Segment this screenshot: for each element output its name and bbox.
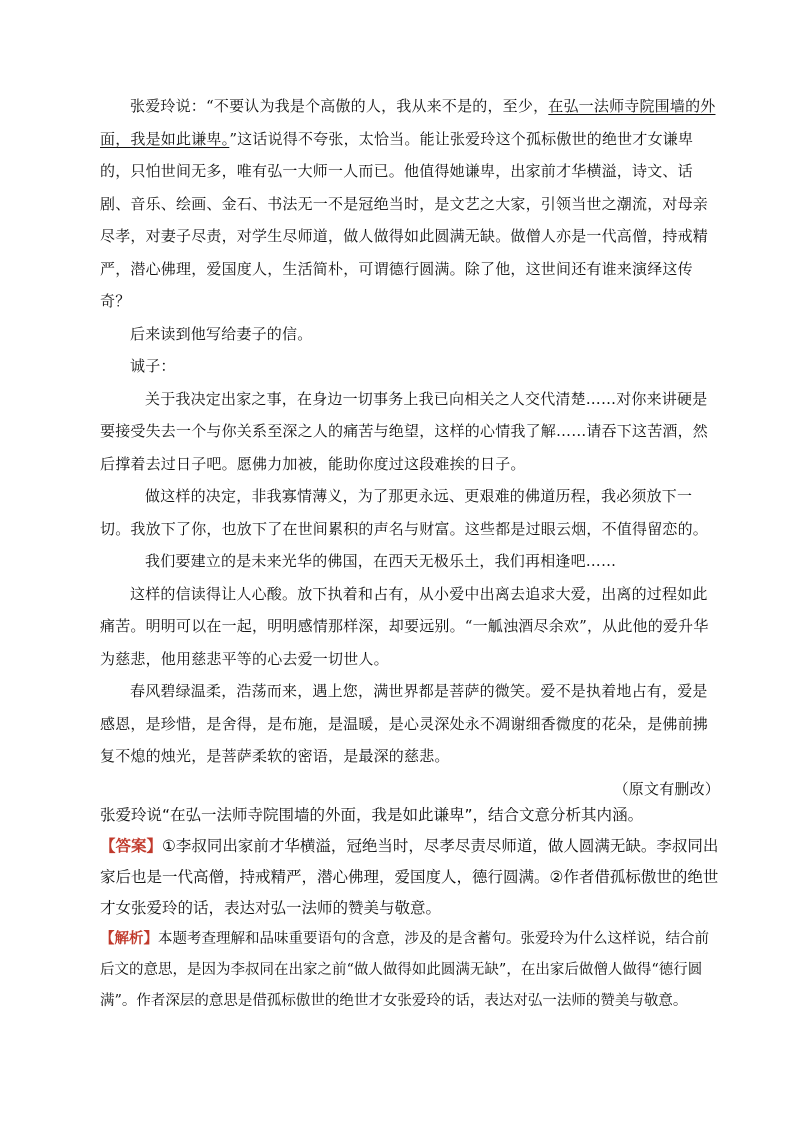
reading-passage <box>100 90 720 805</box>
question-text: 张爱玲说“在弘一法师寺院围墙的外面，我是如此谦卑”，结合文意分析其内涵。 <box>100 806 644 824</box>
passage-paragraph-5: 春风碧绿温柔，浩荡而来，遇上您，满世界都是菩萨的微笑。爱不是执着地占有，爱是感恩，是珍惜，是舍得，是布施，是温暖，是心灵深处永不凋谢细香微度的花朵，是佛前拂复不熄的烛光，是菩萨柔软的密语，是最深的慈悲。 <box>100 682 709 765</box>
letter-paragraph-1: 关于我决定出家之事，在身边一切事务上我已向相关之人交代清楚……对你来讲硬是要接受失去一个与你关系至深之人的痛苦与绝望，这样的心情我了解……请吞下这苦酒，然后撑着去过日子吧。愿佛力加被，能助你度过这段难挨的日子。 <box>100 389 709 473</box>
underlined-sentence: 在弘一法师寺院围墙的外面，我是如此谦卑。 <box>100 97 716 148</box>
answer-text: ①李叔同出家前才华横溢，冠绝当时，尽孝尽责尽师道，做人圆满无缺。李叔同出家后也是一代高僧，持戒精严，潜心佛理，爱国度人，德行圆满。②作者借孤标傲世的绝世才女张爱玲的话，表达对弘一法师的赞美与敬意。 <box>100 837 719 917</box>
analysis-text: 本题考查理解和品味重要语句的含意，涉及的是含蓄句。张爱玲为什么这样说，结合前后文的意思，是因为李叔同在出家之前“做人做得如此圆满无缺”，在出家后做僧人做得“德行圆满”。作者深层的意思是借孤标傲世的绝世才女张爱玲的话，表达对弘一法师的赞美与敬意。 <box>100 931 709 1009</box>
passage-p1-start: 张爱玲说：“不要认为我是个高傲的人，我从来不是的，至少， <box>130 97 549 115</box>
passage-p1-rest: ”这话说得不夸张，太恰当。能让张爱玲这个孤标傲世的绝世才女谦卑的，只怕世间无多，唯有弘一大师一人而已。他值得她谦卑，出家前才华横溢，诗文、话剧、音乐、绘画、金石、书法无一不是冠绝当时，是文艺之大家，引领当世之潮流，对母亲尽孝，对妻子尽责，对学生尽师道，做人做得如此圆满无缺。做僧人亦是一代高僧，持戒精严，潜心佛理，爱国度人，生活简朴，可谓德行圆满。除了他，这世间还有谁来演绎这传奇？ <box>100 129 709 310</box>
letter-paragraph-3: 我们要建立的是未来光华的佛国，在西天无极乐土，我们再相逢吧…… <box>145 552 617 570</box>
letter-paragraph-2: 做这样的决定，非我寡情薄义，为了那更永远、更艰难的佛道历程，我必须放下一切。我放下了你，也放下了在世间累积的声名与财富。这些都是过眼云烟，不值得留恋的。 <box>100 487 709 538</box>
passage-paragraph-4: 这样的信读得让人心酸。放下执着和占有，从小爱中出离去追求大爱，出离的过程如此痛苦。明明可以在一起，明明感情那样深，却要远别。“一觚浊酒尽余欢”，从此他的爱升华为慈悲，他用慈悲平等的心去爱一切世人。 <box>100 584 709 668</box>
answer-block <box>100 831 720 924</box>
passage-paragraph-1 <box>100 90 720 318</box>
letter-salutation: 诚子： <box>130 357 176 375</box>
analysis-block <box>100 924 720 1017</box>
question-answer-section <box>100 800 720 1017</box>
answer-label: 【答案】 <box>100 837 163 855</box>
passage-paragraph-2: 后来读到他写给妻子的信。 <box>130 324 313 343</box>
analysis-label: 【解析】 <box>100 931 158 947</box>
source-note: （原文有删改） <box>613 779 720 798</box>
